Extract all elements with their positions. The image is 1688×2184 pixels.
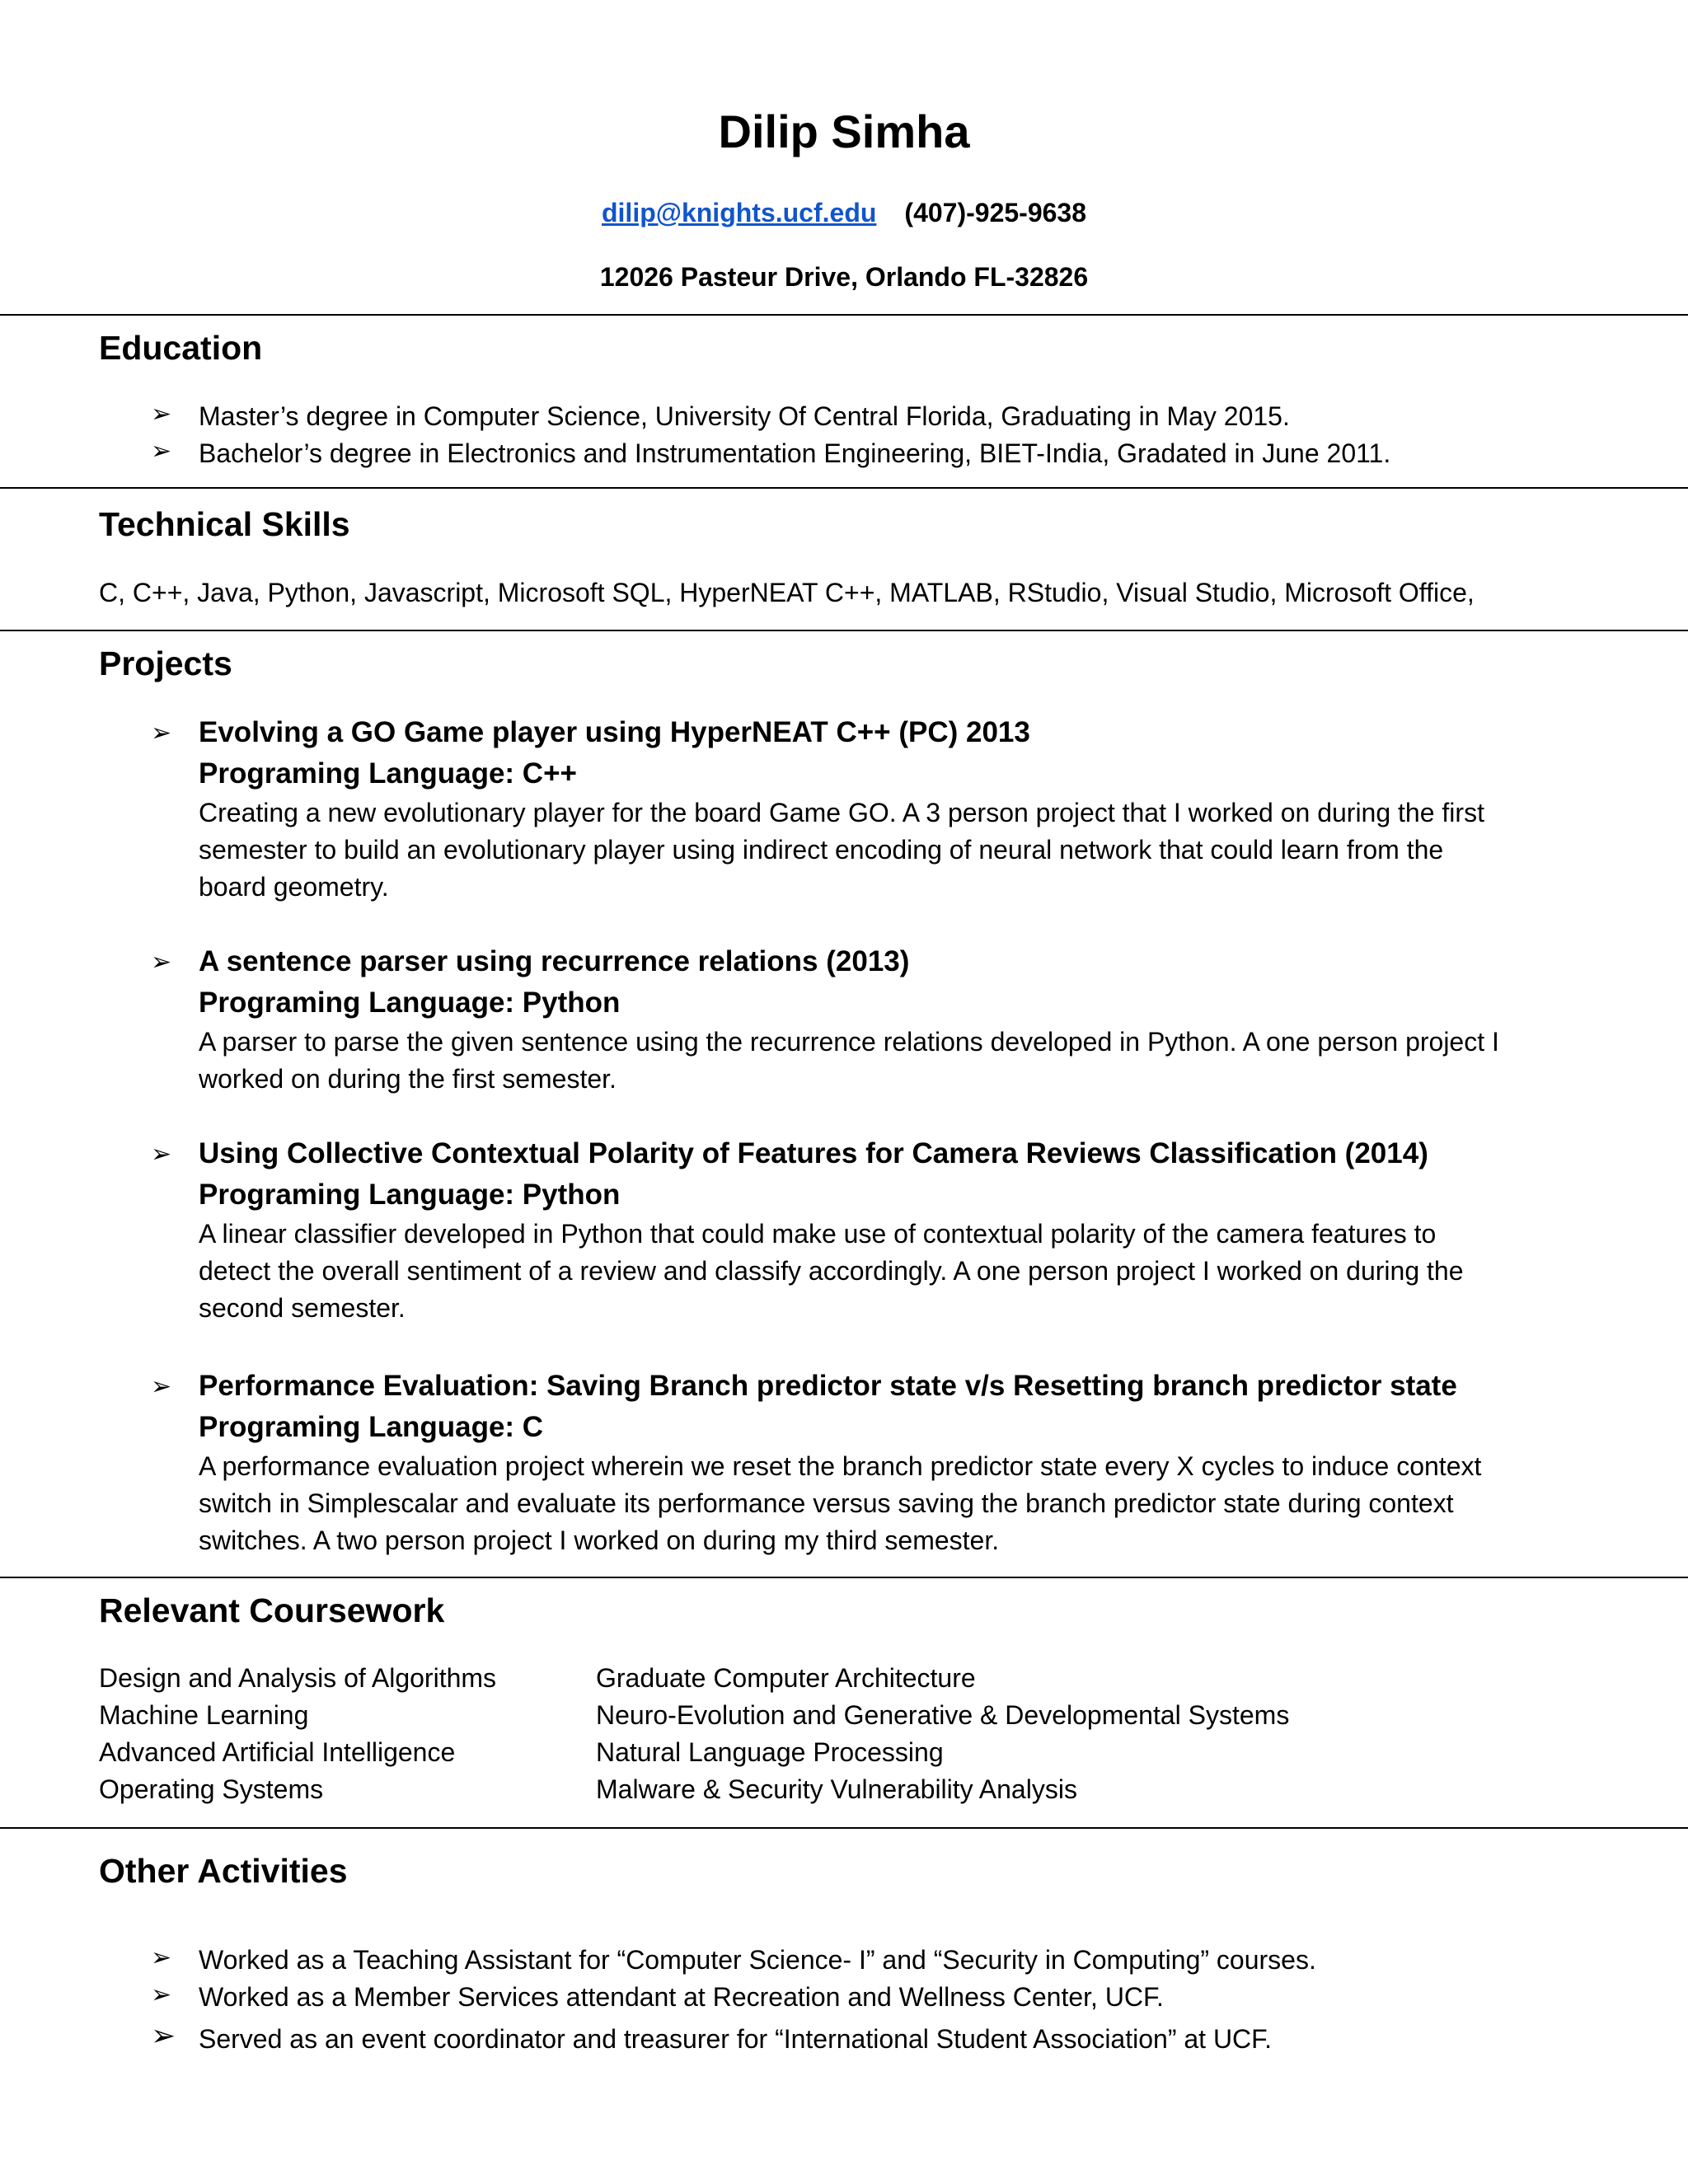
project-description-line: semester to build an evolutionary player using indirect encoding of neural network that could learn from the	[199, 835, 1444, 865]
project-title: A sentence parser using recurrence relations (2013)	[199, 945, 910, 977]
course-item: Malware & Security Vulnerability Analysis	[596, 1774, 1077, 1804]
education-heading: Education	[99, 329, 263, 367]
activity-item: Served as an event coordinator and treasurer for “International Student Association” at UCF.	[199, 2024, 1273, 2054]
project-description-line: board geometry.	[199, 872, 389, 902]
arrowhead-bullet-icon: ➢	[151, 1141, 172, 1168]
project-title: Performance Evaluation: Saving Branch predictor state v/s Resetting branch predictor state	[199, 1370, 1457, 1402]
arrowhead-bullet-icon: ➢	[151, 1373, 172, 1400]
arrowhead-bullet-icon: ➢	[151, 1944, 172, 1971]
course-item: Machine Learning	[99, 1700, 309, 1730]
arrowhead-bullet-icon: ➢	[151, 401, 172, 428]
section-divider	[0, 630, 1688, 631]
project-description-line: worked on during the first semester.	[199, 1064, 617, 1094]
course-item: Natural Language Processing	[596, 1737, 944, 1767]
section-divider	[0, 314, 1688, 316]
project-description-line: Creating a new evolutionary player for the board Game GO. A 3 person project that I worked on during the first	[199, 798, 1484, 827]
arrowhead-bullet-icon: ➢	[151, 1981, 172, 2008]
project-description-line: switch in Simplescalar and evaluate its performance versus saving the branch predictor state during context	[199, 1488, 1454, 1518]
project-description-line: A performance evaluation project wherein we reset the branch predictor state every X cycles to induce context	[199, 1451, 1482, 1481]
section-divider	[0, 1577, 1688, 1578]
education-item: Master’s degree in Computer Science, University Of Central Florida, Graduating in May 2015.	[199, 401, 1290, 431]
project-description-line: switches. A two person project I worked on during my third semester.	[199, 1526, 1000, 1555]
course-item: Operating Systems	[99, 1774, 324, 1804]
section-divider	[0, 487, 1688, 489]
phone-number: (407)-925-9638	[904, 198, 1086, 227]
resume-name: Dilip Simha	[718, 105, 970, 157]
course-item: Neuro-Evolution and Generative & Developmental Systems	[596, 1700, 1290, 1730]
project-language: Programing Language: Python	[199, 987, 621, 1019]
project-language: Programing Language: C	[199, 1411, 544, 1443]
education-item: Bachelor’s degree in Electronics and Instrumentation Engineering, BIET-India, Gradated in June 2011.	[199, 438, 1391, 468]
course-item: Advanced Artificial Intelligence	[99, 1737, 456, 1767]
contact-line	[0, 196, 1688, 229]
arrowhead-bullet-icon: ➢	[151, 2018, 176, 2052]
arrowhead-bullet-icon: ➢	[151, 719, 172, 747]
activities-heading: Other Activities	[99, 1852, 348, 1890]
project-language: Programing Language: Python	[199, 1179, 621, 1211]
projects-heading: Projects	[99, 644, 232, 682]
project-description-line: A parser to parse the given sentence using the recurrence relations developed in Python. A one person project I	[199, 1027, 1499, 1057]
project-description-line: A linear classifier developed in Python that could make use of contextual polarity of the camera features to	[199, 1219, 1437, 1249]
technical-skills-heading: Technical Skills	[99, 505, 350, 543]
activity-item: Worked as a Member Services attendant at Recreation and Wellness Center, UCF.	[199, 1982, 1164, 2012]
course-item: Design and Analysis of Algorithms	[99, 1663, 497, 1693]
section-divider	[0, 1827, 1688, 1829]
project-title: Evolving a GO Game player using HyperNEAT C++ (PC) 2013	[199, 716, 1030, 748]
project-description-line: detect the overall sentiment of a review and classify accordingly. A one person project I worked on during the	[199, 1256, 1464, 1286]
skills-list: C, C++, Java, Python, Javascript, Microsoft SQL, HyperNEAT C++, MATLAB, RStudio, Visual Studio, Microsoft Office,	[99, 578, 1475, 607]
arrowhead-bullet-icon: ➢	[151, 949, 172, 976]
project-title: Using Collective Contextual Polarity of Features for Camera Reviews Classification (2014)	[199, 1137, 1428, 1169]
coursework-heading: Relevant Coursework	[99, 1591, 445, 1629]
project-language: Programing Language: C++	[199, 757, 577, 790]
arrowhead-bullet-icon: ➢	[151, 438, 172, 465]
address: 12026 Pasteur Drive, Orlando FL-32826	[599, 262, 1089, 292]
email-link[interactable]: dilip@knights.ucf.edu	[601, 198, 877, 227]
activity-item: Worked as a Teaching Assistant for “Computer Science- I” and “Security in Computing” courses.	[199, 1945, 1316, 1975]
project-description-line: second semester.	[199, 1293, 406, 1323]
course-item: Graduate Computer Architecture	[596, 1663, 976, 1693]
